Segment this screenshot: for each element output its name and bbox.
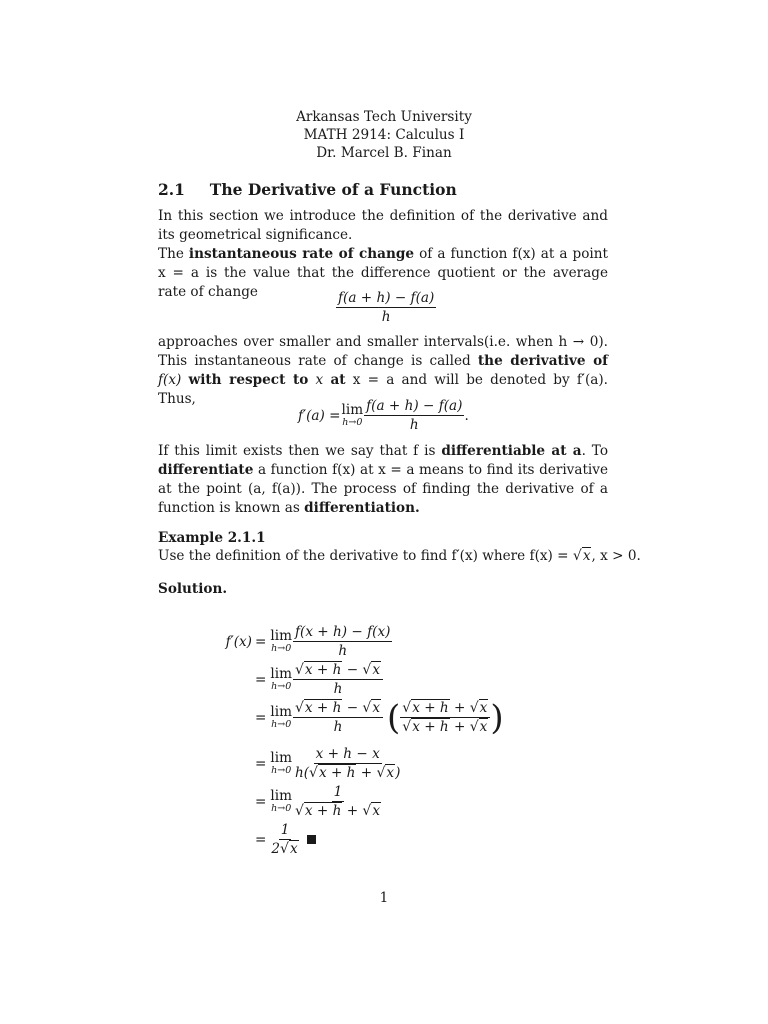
p4-text: a function f(x) at x = a means to find its derivative at the point (a, f(a)). The process of finding the derivative of a function is known as — [158, 462, 609, 516]
solution-step-3: = lim h→0 $\frac{√x + h - √x}{h}$ ( $\frac{√x + h + √x}{√x + h + √x}$ ) — [255, 697, 504, 738]
intro-paragraph — [158, 207, 608, 302]
solution-step-4: = lim h→0 $\frac{x + h - x}{h(√x + h + √x)}$ — [255, 746, 401, 781]
solution-step-1: f′(x) = lim h→0 $\frac{f(x + h) - f(x)}{h}$ — [225, 624, 391, 659]
section-heading — [158, 180, 457, 199]
def-lhs: f′(a) = — [298, 407, 341, 424]
section-title: The Derivative of a Function — [209, 180, 457, 199]
term-instantaneous-rate: instantaneous rate of change — [188, 246, 415, 262]
dq-denominator: h — [381, 309, 391, 325]
solution-step-5: = lim h→0 $\frac{1}{√x + h + √x}$ — [255, 784, 381, 819]
p3-fx: f(x) — [158, 372, 182, 388]
def-numerator: f(a + h) − f(a) — [366, 398, 463, 414]
p2-text: of a function f(x) at a point x = a is the value that the difference quotient or the average rate of change — [158, 246, 608, 300]
solution-label: Solution. — [158, 581, 228, 597]
derivative-definition: f′(a) = lim h→0 $\frac{f(a + h) - f(a)}{h}$ . — [298, 398, 469, 433]
example-label: Example 2.1.1 — [158, 530, 266, 546]
difference-quotient — [336, 290, 436, 325]
term-at: at — [330, 372, 346, 388]
intro-text: In this section we introduce the definition of the derivative and its geometrical significance. — [158, 208, 608, 243]
def-denominator: h — [409, 417, 419, 433]
section-number: 2.1 — [158, 180, 185, 199]
dq-numerator: f(a + h) − f(a) — [338, 290, 435, 306]
course-name: MATH 2914: Calculus I — [303, 127, 465, 143]
p3-x: x — [315, 372, 324, 388]
solution-step-6: = $\frac{1}{2√x}$ — [210, 822, 316, 857]
instructor-name: Dr. Marcel B. Finan — [316, 145, 452, 161]
limit-operator: lim h→0 — [341, 402, 364, 428]
p4-start: If this limit exists then we say that f is — [158, 443, 436, 459]
university-name: Arkansas Tech University — [296, 109, 472, 125]
p2-start: The — [158, 246, 184, 262]
solution-step-2: = lim h→0 $\frac{√x + h - √x}{h}$ — [210, 662, 383, 697]
differentiable-paragraph: If this limit exists then we say that f is differentiable at a. To differentiate a function f(x) at x = a means to find its derivative at the point (a, f(a)). The process of finding the derivative of a function is known as differentiation. — [158, 443, 609, 516]
term-differentiate: differentiate — [158, 462, 254, 478]
term-differentiable: differentiable at a — [441, 443, 582, 459]
term-with-respect: with respect to — [188, 372, 309, 388]
p3-start: approaches over smaller and smaller intervals(i.e. when h → 0). This instantaneous rate of change is called — [158, 334, 608, 369]
term-differentiation: differentiation. — [304, 500, 420, 516]
page-number: 1 — [379, 890, 389, 906]
example-statement: Use the definition of the derivative to find f′(x) where f(x) = √x, x > 0. — [158, 548, 641, 564]
term-derivative-of: the derivative of — [477, 353, 608, 369]
p3-end: x = a and will be denoted by f′(a). Thus, — [158, 372, 608, 407]
qed-square-icon — [307, 835, 316, 844]
